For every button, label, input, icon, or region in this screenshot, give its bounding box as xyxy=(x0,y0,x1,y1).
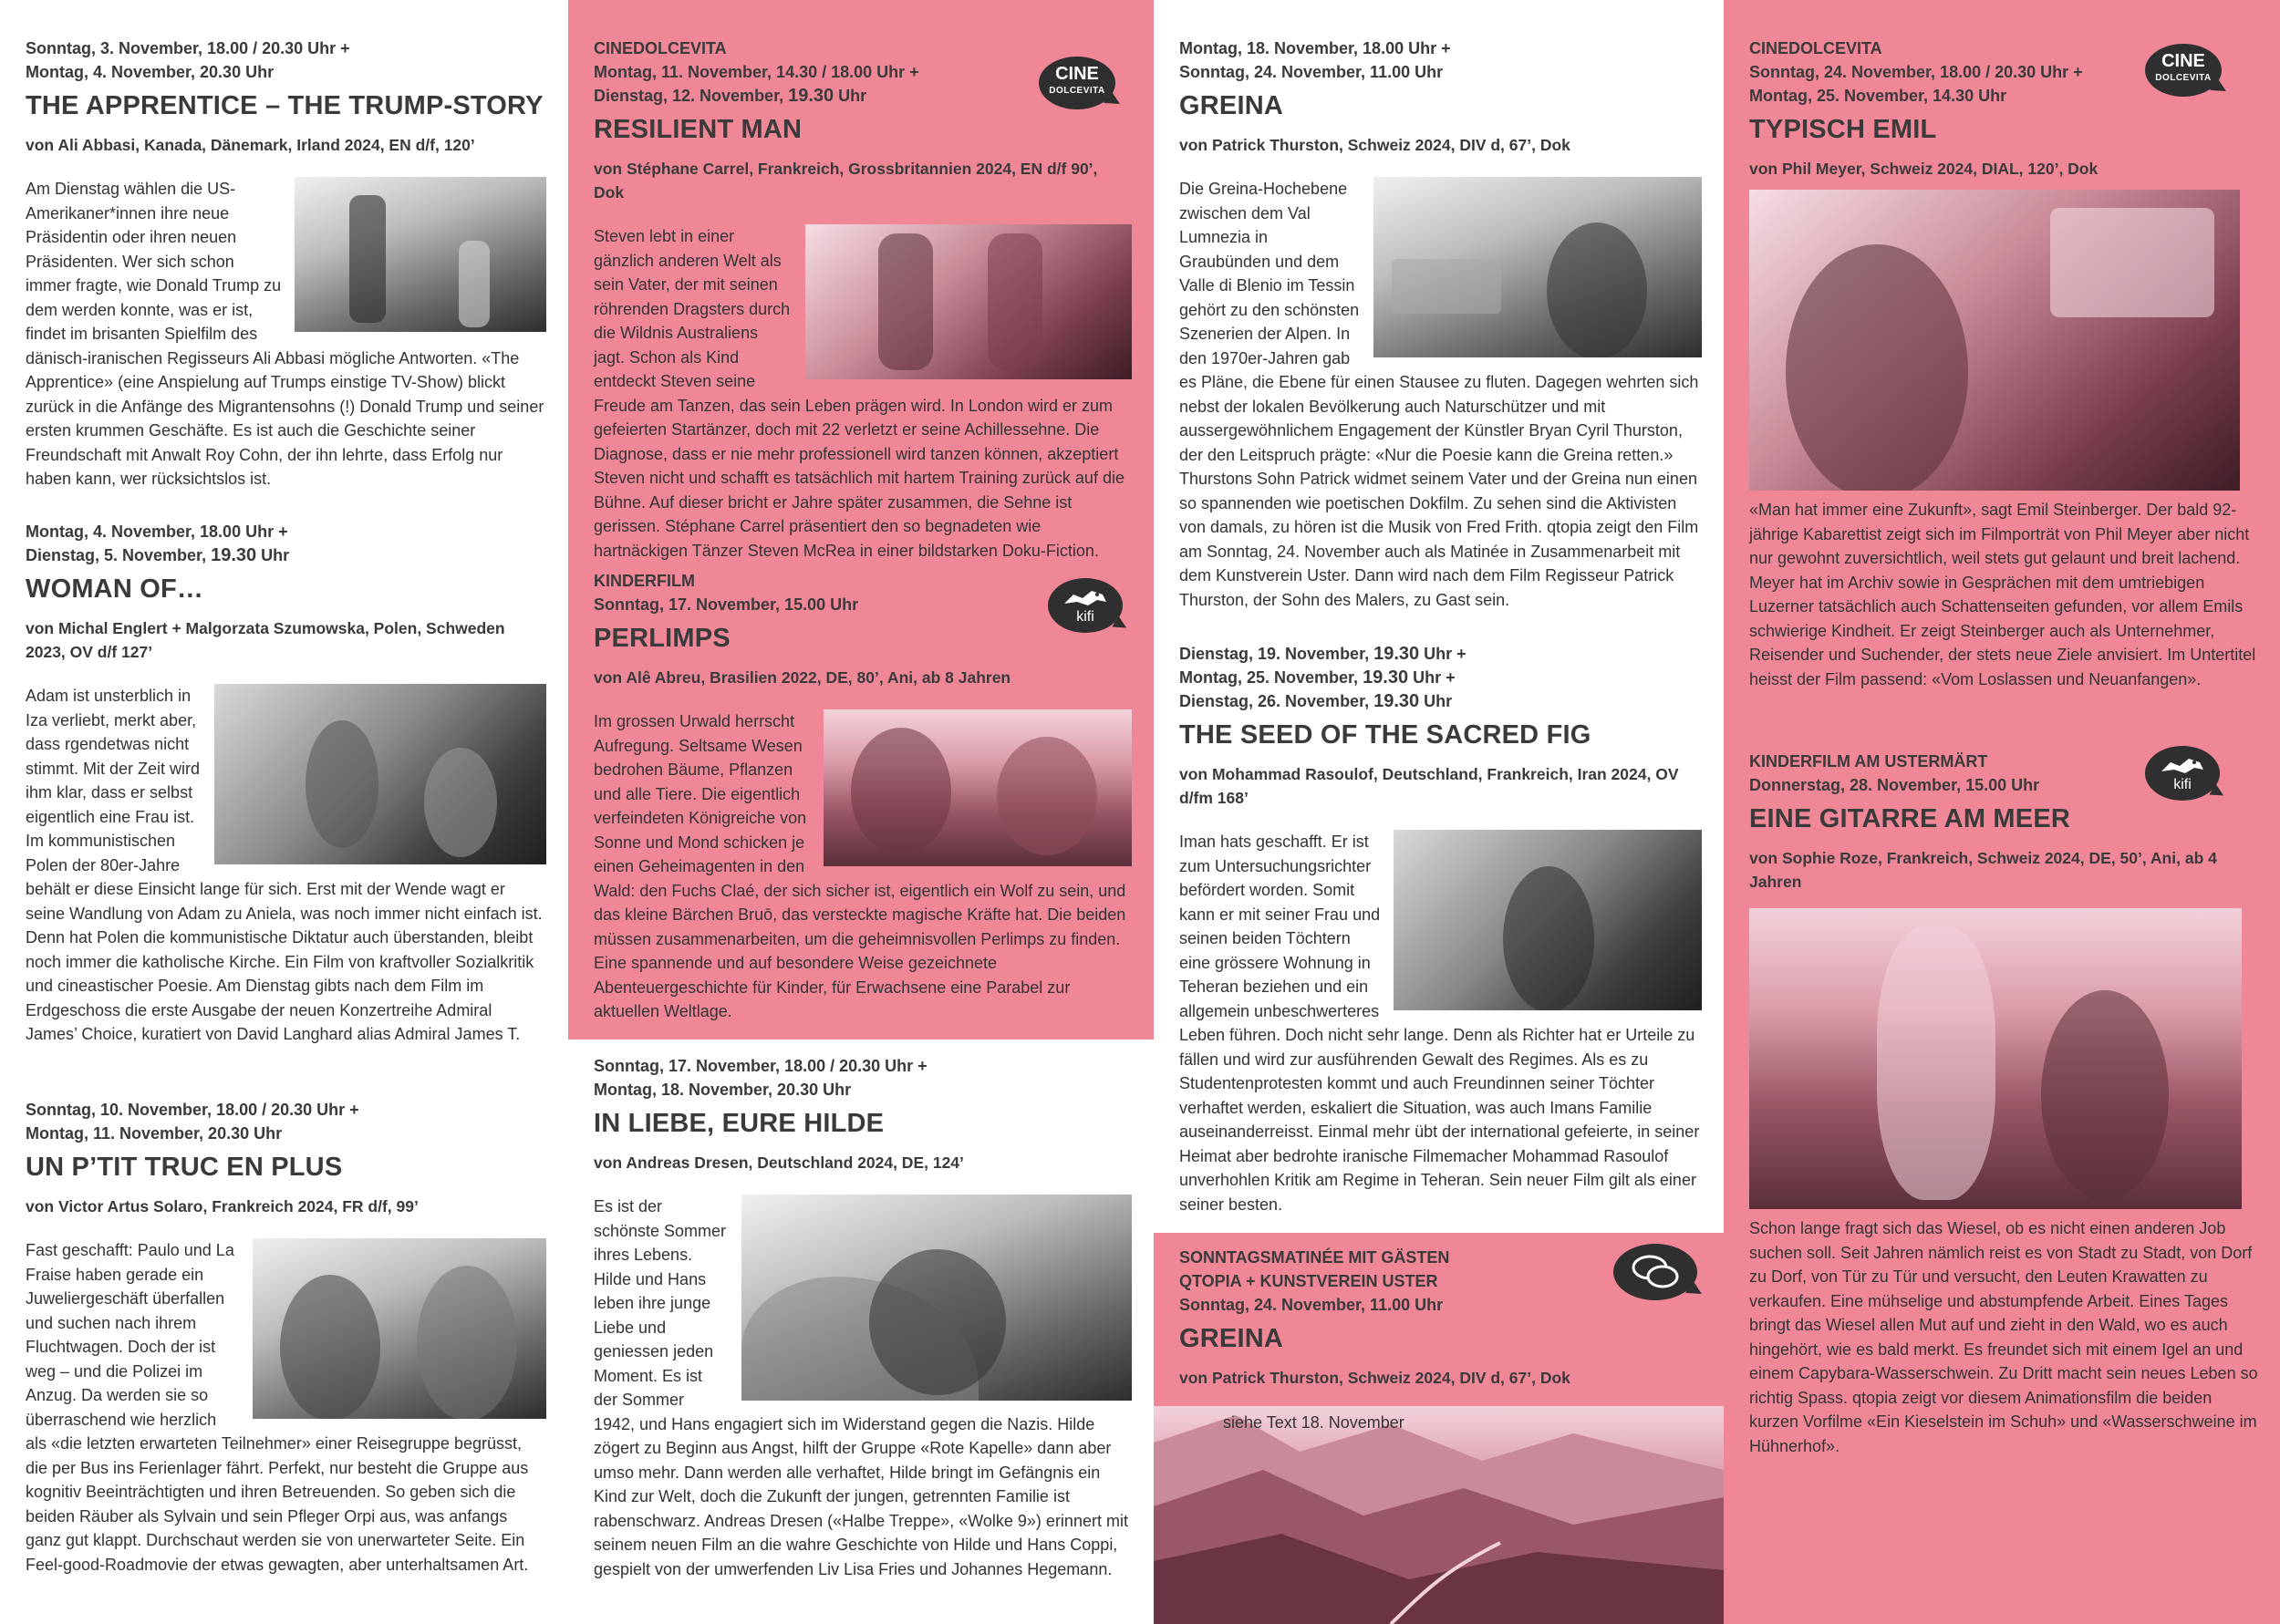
film-dates: Montag, 11. November, 14.30 / 18.00 Uhr + Dienstag, 12. November, 19.30 Uhr xyxy=(594,63,919,106)
film-credits: von Patrick Thurston, Schweiz 2024, DIV d, 67’, Dok xyxy=(1179,1369,1570,1387)
series-kicker: KINDERFILM xyxy=(594,572,695,590)
animal-icon xyxy=(1061,584,1110,611)
film-title: PERLIMPS xyxy=(594,624,731,653)
cinedolcevita-logo: CINE DOLCEVITA xyxy=(2145,44,2222,97)
image-caption: siehe Text 18. November xyxy=(1223,1413,1404,1432)
film-credits: von Mohammad Rasoulof, Deutschland, Frankreich, Iran 2024, OV d/fm 168’ xyxy=(1179,765,1679,807)
film-dates: Sonntag, 17. November, 15.00 Uhr xyxy=(594,595,859,614)
film-title: IN LIEBE, EURE HILDE xyxy=(594,1109,885,1138)
column-1 xyxy=(0,0,568,1624)
film-title: THE APPRENTICE – THE TRUMP-STORY xyxy=(26,91,544,120)
series-kicker: CINEDOLCEVITA xyxy=(1749,39,1882,57)
film-credits: von Alê Abreu, Brasilien 2022, DE, 80’, Ani, ab 8 Jahren xyxy=(594,668,1011,687)
film-description: Am Dienstag wählen die US-Amerikaner*innen ihre neue Präsidentin oder ihren neuen Präsidenten. Wer sich schon immer fragte, wie Donald Trump zu dem werden konnte, was er ist, findet im brisanten Spielfilm des dänisch-iranischen Regisseurs Ali Abbasi mögliche Antworten. «The Apprentice» (eine Anspielung auf Trumps einstige TV-Show) blickt zurück in die Anfänge des Migrantensohns (!) Donald Trump und seiner ersten krummen Geschäfte. Es ist auch die Geschichte seiner Freundschaft mit Anwalt Roy Cohn, der ihn lehrte, dass Erfolg nur haben kann, wer rücksichtslos ist. xyxy=(26,177,546,491)
film-description: Steven lebt in einer gänzlich anderen Welt als sein Vater, der mit seinen röhrenden Dragsters durch die Wildnis Australiens jagt. Schon als Kind entdeckt Steven seine Freude am Tanzen, das sein Leben prägen wird. In London wird er zum gefeierten Startänzer, doch mit 22 verletzt er seine Achillessehne. Die Diagnose, dass er nie mehr professionell wird tanzen können, akzeptiert Steven nicht und schafft es tatsächlich mit hartem Training zurück auf die Bühne. Auf dieser bricht er Jahre später zusammen, die Sehne ist gerissen. Stéphane Carrel präsentiert den so begnadeten wie hartnäckigen Tänzer Steven McRea in einer bildstarken Doku-Fiction. xyxy=(594,224,1132,563)
film-still-greina xyxy=(1373,177,1702,357)
film-description: Fast geschafft: Paulo und La Fraise haben gerade ein Juweliergeschäft überfallen und suchen nach ihrem Fluchtwagen. Doch der ist weg – und die Polizei im Anzug. Da werden sie so überraschend wie herzlich als «die letzten erwarteten Teilnehmer» einer Reisegruppe begrüsst, die per Bus ins Ferienlager fährt. Perfekt, nur besteht die Gruppe aus kognitiv Beeinträchtigten und ihren Betreuenden. So geben sich die beiden Räuber als Sylvain und sein Pfleger Orpi aus, was anfangs ganz gut klappt. Durchschaut werden sie von unerwarteter Seite. Ein Feel-good-Roadmovie der etwas gewagten, aber unterhaltsamen Art. xyxy=(26,1238,546,1577)
film-still-resilient xyxy=(805,224,1132,379)
film-credits: von Patrick Thurston, Schweiz 2024, DIV d, 67’, Dok xyxy=(1179,136,1570,154)
film-title: UN P’TIT TRUC EN PLUS xyxy=(26,1153,343,1182)
film-still-greina-landscape xyxy=(1154,1406,1724,1624)
series-kicker: KINDERFILM AM USTERMÄRT xyxy=(1749,752,1988,771)
kifi-logo: kifi xyxy=(1048,578,1123,633)
film-title: GREINA xyxy=(1179,1324,1283,1353)
film-credits: von Phil Meyer, Schweiz 2024, DIAL, 120’, Dok xyxy=(1749,160,2099,178)
cinedolcevita-logo: CINE DOLCEVITA xyxy=(1039,57,1115,109)
film-description: Im grossen Urwald herrscht Aufregung. Seltsame Wesen bedrohen Bäume, Pflanzen und alle Tiere. Die eigentlich verfeindeten Königreiche von Sonne und Mond schicken je einen Geheimagenten in den Wald: den Fuchs Claé, der sich sicher ist, eigentlich ein Wolf zu sein, und das kleine Bärchen Bruō, das versteckte magische Kräfte hat. Die beiden müssen zusammenarbeiten, um die geheimnisvollen Perlimps zu finden. Eine spannende und auf besondere Weise gezeichnete Abenteuergeschichte für Kinder, für Erwachsene eine Parabel zur aktuellen Weltlage. xyxy=(594,709,1132,1024)
kifi-logo: kifi xyxy=(2145,746,2220,801)
column-3 xyxy=(1154,0,1724,1624)
film-dates: Sonntag, 24. November, 18.00 / 20.30 Uhr + Montag, 25. November, 14.30 Uhr xyxy=(1749,63,2083,105)
column-2 xyxy=(568,0,1154,1624)
film-description: Schon lange fragt sich das Wiesel, ob es nicht einen anderen Job suchen soll. Seit Jahren nämlich reist es von Stadt zu Stadt, von Dorf zu Dorf, von Tür zu Tür und versucht, den Leuten Krawatten zu verkaufen. Eine mühselige und abstumpfende Arbeit. Eines Tages bringt das Wiesel allen Mut auf und zieht in den Wald, wo es auch hingehört, wie es bald merkt. Es freundet sich mit einem Igel an und einem Capybara-Wasserschwein. Zu Dritt macht sein neues Leben so richtig Spass. qtopia zeigt vor diesem Animationsfilm die beiden kurzen Vorfilme «Ein Kieselstein im Schuh» und «Wasserschweine im Hühnerhof». xyxy=(1749,1219,2258,1455)
film-still-gitarre xyxy=(1749,908,2242,1209)
animal-icon xyxy=(2158,751,2207,779)
film-description: «Man hat immer eine Zukunft», sagt Emil Steinberger. Der bald 92-jährige Kabarettist zeigt sich im Filmporträt von Phil Meyer aber nicht nur gewohnt zuversichtlich, weil stets gut gelaunt und breit lachend. Meyer hat im Archiv sowie in Gesprächen mit dem umtriebigen Luzerner tatsächlich auch Schattenseiten gefunden, vor allem Emils schwierige Kindheit. Er zeigt Steinberger auch als Unternehmer, Reisender und Suchender, der stets neue Ziele anvisiert. Im Untertitel heisst der Film passend: «Vom Loslassen und Neuanfangen». xyxy=(1749,501,2256,688)
film-dates: Donnerstag, 28. November, 15.00 Uhr xyxy=(1749,776,2040,794)
film-title: EINE GITARRE AM MEER xyxy=(1749,804,2071,833)
film-dates: Sonntag, 3. November, 18.00 / 20.30 Uhr + Montag, 4. November, 20.30 Uhr xyxy=(26,39,350,81)
film-description: Es ist der schönste Sommer ihres Lebens. Hilde und Hans leben ihre junge Liebe und geniessen jeden Moment. Es ist der Sommer 1942, und Hans engagiert sich im Widerstand gegen die Nazis. Hilde zögert zu Beginn aus Angst, hilft der Gruppe «Rote Kapelle» dann aber umso mehr. Dann werden alle verhaftet, Hilde bringt im Gefängnis ein Kind zur Welt, doch die Zukunft der jungen, getrennten Familie ist rabenschwarz. Andreas Dresen («Halbe Treppe», «Wolke 9») erinnert mit seinem neuen Film an die wahre Geschichte von Hilde und Hans Coppi, gespielt von der umwerfenden Liv Lisa Fries und Johannes Hegemann. xyxy=(594,1195,1132,1581)
film-title: RESILIENT MAN xyxy=(594,115,803,144)
film-still-apprentice xyxy=(295,177,546,332)
mountain-illustration xyxy=(1154,1406,1724,1624)
film-credits: von Victor Artus Solaro, Frankreich 2024, FR d/f, 99’ xyxy=(26,1197,419,1215)
film-dates: Sonntag, 24. November, 11.00 Uhr xyxy=(1179,1296,1444,1314)
series-kicker: CINEDOLCEVITA xyxy=(594,39,727,57)
film-description: Iman hats geschafft. Er ist zum Untersuchungsrichter befördert worden. Somit kann er mit seiner Frau und seinen beiden Töchtern eine grössere Wohnung in Teheran beziehen und ein allgemein unbeschwerteres Leben führen. Doch nicht sehr lange. Denn als Richter hat er Urteile zu fällen und wird zur ausführenden Gewalt des Regimes. Als es zu Studentenprotesten kommt und auch Freundinnen seiner Töchter verhaftet werden, eskaliert die Situation, was auch Imans Familie auseinanderreisst. Einmal mehr übt der international gefeierte, in seiner Heimat aber bedrohte iranische Filmemacher Mohammad Rasoulof unverhohlen Kritik am Regime in Teheran. Sein neuer Film gilt als einer seiner besten. xyxy=(1179,830,1702,1216)
film-credits: von Michal Englert + Malgorzata Szumowska, Polen, Schweden 2023, OV d/f 127’ xyxy=(26,619,505,661)
film-title: THE SEED OF THE SACRED FIG xyxy=(1179,720,1591,750)
film-dates: Montag, 18. November, 18.00 Uhr + Sonntag, 24. November, 11.00 Uhr xyxy=(1179,39,1451,81)
film-still-truc xyxy=(253,1238,546,1419)
film-credits: von Stéphane Carrel, Frankreich, Grossbritannien 2024, EN d/f 90’, Dok xyxy=(594,160,1098,202)
film-still-hilde xyxy=(741,1195,1132,1401)
film-dates: Dienstag, 19. November, 19.30 Uhr + Montag, 25. November, 19.30 Uhr + Dienstag, 26. November, 19.30 Uhr xyxy=(1179,644,1466,711)
film-title: WOMAN OF… xyxy=(26,574,204,604)
film-title: TYPISCH EMIL xyxy=(1749,115,1937,144)
speech-bubbles-icon xyxy=(1630,1253,1681,1291)
film-credits: von Sophie Roze, Frankreich, Schweiz 2024, DE, 50’, Ani, ab 4 Jahren xyxy=(1749,849,2217,891)
film-still-fig xyxy=(1394,830,1702,1010)
film-description: Adam ist unsterblich in Iza verliebt, merkt aber, dass rgendetwas nicht stimmt. Mit der Zeit wird ihm klar, dass er selbst eigentlich eine Frau ist. Im kommunistischen Polen der 80er-Jahre behält er diese Einsicht lange für sich. Erst mit der Wende wagt er seine Wandlung von Adam zu Aniela, was noch immer nicht einfach ist. Denn hat Polen die kommunistische Diktatur auch überstanden, bleibt noch immer die katholische Kirche. Ein Film von kraftvoller Sozialkritik und cineastischer Poesie. Am Dienstag gibts nach dem Film im Erdgeschoss die erste Ausgabe der neuen Konzertreihe Admiral James’ Choice, kuratiert von David Langhard alias Admiral James T. xyxy=(26,684,546,1047)
film-credits: von Ali Abbasi, Kanada, Dänemark, Irland 2024, EN d/f, 120’ xyxy=(26,136,475,154)
film-title: GREINA xyxy=(1179,91,1283,120)
film-dates: Sonntag, 17. November, 18.00 / 20.30 Uhr + Montag, 18. November, 20.30 Uhr xyxy=(594,1057,928,1099)
film-dates: Sonntag, 10. November, 18.00 / 20.30 Uhr + Montag, 11. November, 20.30 Uhr xyxy=(26,1101,359,1143)
film-still-perlimps xyxy=(824,709,1132,866)
film-still-emil xyxy=(1749,190,2240,491)
series-kicker-2: QTOPIA + KUNSTVEREIN USTER xyxy=(1179,1272,1438,1290)
column-4 xyxy=(1724,0,2280,1624)
film-still-woman-of xyxy=(214,684,546,864)
film-credits: von Andreas Dresen, Deutschland 2024, DE, 124’ xyxy=(594,1153,964,1172)
series-kicker: SONNTAGSMATINÉE MIT GÄSTEN xyxy=(1179,1248,1450,1267)
film-dates: Montag, 4. November, 18.00 Uhr + Dienstag, 5. November, 19.30 Uhr xyxy=(26,522,290,565)
chat-logo xyxy=(1613,1244,1697,1300)
film-description: Die Greina-Hochebene zwischen dem Val Lumnezia in Graubünden und dem Valle di Blenio im Tessin gehört zu den schönsten Szenerien der Alpen. In den 1970er-Jahren gab es Pläne, die Ebene für einen Stausee zu fluten. Dagegen wehrten sich nebst der lokalen Bevölkerung auch Naturschützer und mit aussergewöhnlichem Engagement der Künstler Bryan Cyril Thurston, der den Leitspruch prägte: «Nur die Poesie kann die Greina retten.» Thurstons Sohn Patrick widmet seinem Vater und der Greina nun einen so spannenden wie poetischen Dokfilm. Zu sehen sind die Aktivisten von damals, zu hören ist die Musik von Fred Frith. qtopia zeigt den Film am Sonntag, 24. November auch als Matinée in Zusammenarbeit mit dem Kunstverein Uster. Dann wird nach dem Film Regisseur Patrick Thurston, der Sohn des Malers, zu Gast sein. xyxy=(1179,177,1702,612)
